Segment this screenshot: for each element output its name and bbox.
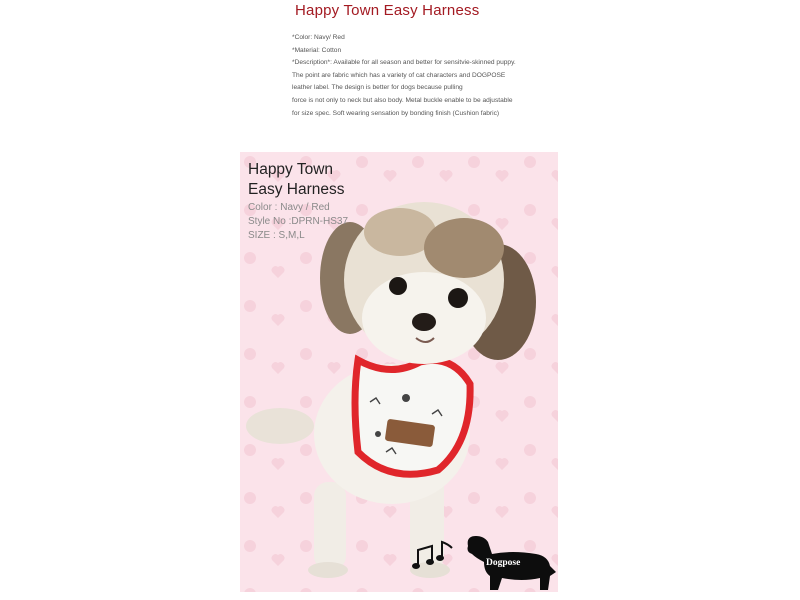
- music-notes-icon: [412, 540, 456, 574]
- dogpose-logo-text: Dogpose: [486, 558, 521, 568]
- photo-title-line-2: Easy Harness: [248, 181, 345, 198]
- photo-title-line-1: Happy Town: [248, 161, 334, 178]
- description-line-material: *Material: Cotton: [292, 46, 342, 54]
- description-line-4: force is not only to neck but also body. Metal buckle enable to be adjustable: [292, 96, 513, 104]
- page-title: Happy Town Easy Harness: [295, 2, 480, 19]
- product-info-overlay: [248, 160, 348, 242]
- product-photo: [240, 152, 558, 592]
- product-color: Color : Navy / Red: [248, 202, 330, 213]
- product-description: [292, 32, 552, 120]
- product-style-no: Style No :DPRN-HS37: [248, 216, 349, 227]
- product-size: SIZE : S,M,L: [248, 230, 305, 241]
- description-line-1: *Description*: Available for all season and better for sensitvie-skinned puppy.: [292, 59, 516, 67]
- description-line-3: leather label. The design is better for dogs because pulling: [292, 84, 463, 92]
- description-line-color: *Color: Navy/ Red: [292, 34, 345, 41]
- description-line-2: The point are fabric which has a variety of cat characters and DOGPOSE: [292, 71, 506, 79]
- description-line-5: for size spec. Soft wearing sensation by bonding finish (Cushion fabric): [292, 109, 500, 117]
